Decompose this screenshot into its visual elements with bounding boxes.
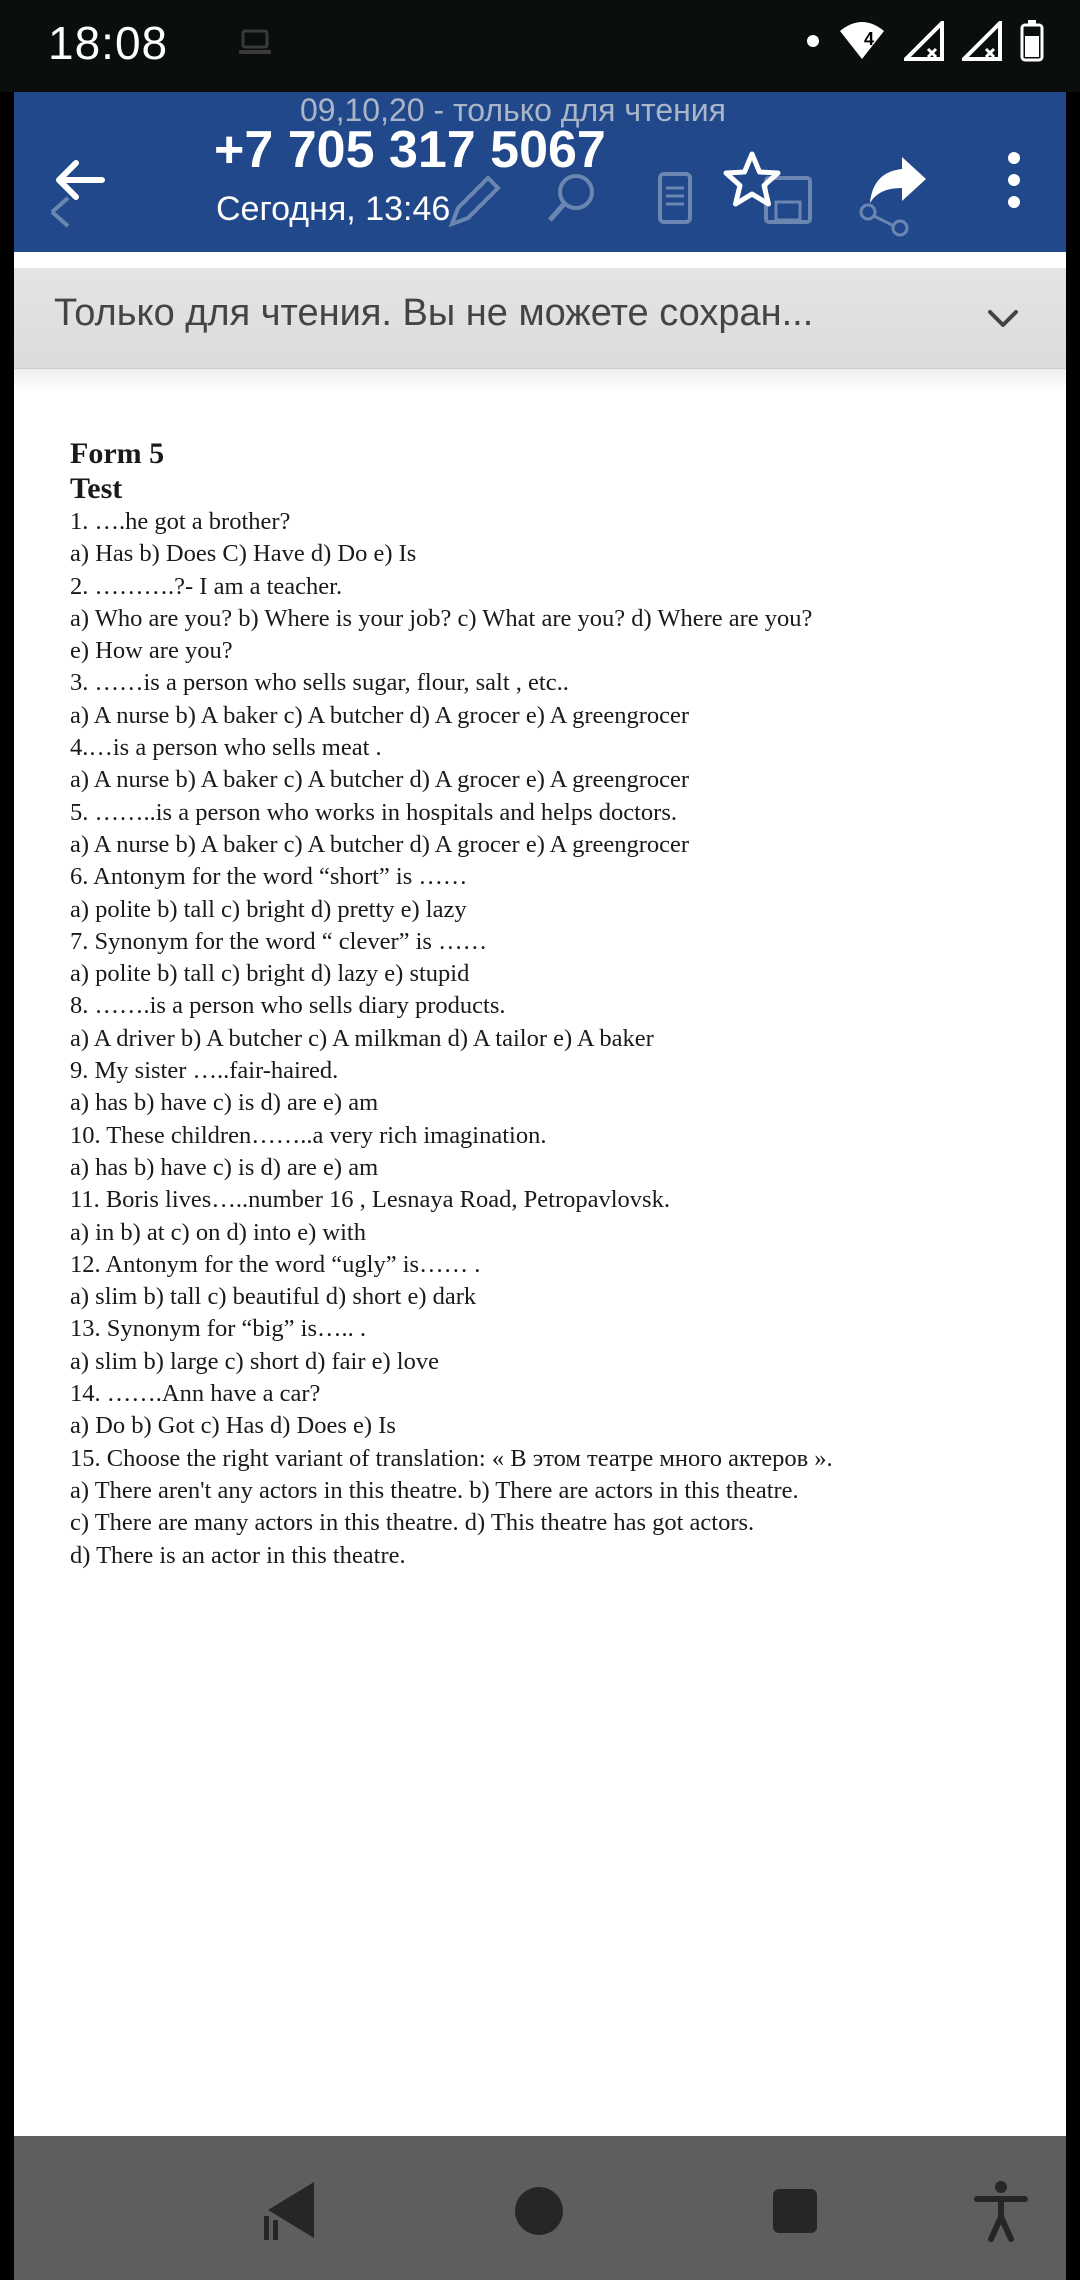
- document-line: 2. ……….?- I am a teacher.: [70, 572, 343, 600]
- document-line: d) There is an actor in this theatre.: [70, 1541, 406, 1569]
- back-triangle-icon: [254, 2176, 324, 2246]
- document-line: a) A nurse b) A baker c) A butcher d) A grocer e) A greengrocer: [70, 701, 690, 729]
- document-title: Form 5: [70, 437, 165, 470]
- document-line: 5. ……..is a person who works in hospitals and helps doctors.: [70, 798, 677, 826]
- nav-back-button[interactable]: [244, 2166, 334, 2256]
- toolbar: [14, 92, 1066, 252]
- star-button[interactable]: [714, 142, 790, 218]
- battery-icon: [1020, 20, 1044, 62]
- sender-phone: +7 705 317 5067: [214, 121, 606, 179]
- laptop-icon: [238, 28, 272, 62]
- document-body: [70, 506, 1030, 1572]
- ghost-document-title: 09,10,20 - только для чтения: [300, 92, 726, 128]
- document-line: a) in b) at c) on d) into e) with: [70, 1218, 366, 1246]
- status-icons: [806, 20, 1044, 62]
- readonly-banner[interactable]: [14, 268, 1066, 369]
- ghost-reader-icon: [654, 170, 698, 234]
- document-line: 13. Synonym for “big” is….. .: [70, 1315, 367, 1343]
- signal-icon: [904, 21, 944, 61]
- navigation-bar: [14, 2136, 1066, 2280]
- wifi-badge: 4: [864, 29, 875, 49]
- document-line: a) Do b) Got c) Has d) Does e) Is: [70, 1412, 396, 1440]
- document-line: a) Has b) Does C) Have d) Do e) Is: [70, 540, 417, 568]
- document-line: 1. ….he got a brother?: [70, 508, 291, 535]
- document-line: 10. These children……..a very rich imagination.: [70, 1121, 547, 1149]
- chevron-down-icon: [986, 308, 1020, 330]
- status-bar: [0, 0, 1080, 92]
- arrow-left-icon: [50, 155, 110, 205]
- document-line: a) Who are you? b) Where is your job? c) What are you? d) Where are you?: [70, 604, 813, 632]
- accessibility-icon: [971, 2179, 1031, 2243]
- accessibility-button[interactable]: [956, 2166, 1046, 2256]
- more-vertical-icon: [1004, 150, 1024, 210]
- wifi-icon: [838, 21, 886, 61]
- document-subtitle: Test: [70, 472, 123, 505]
- document-line: a) has b) have c) is d) are e) am: [70, 1153, 379, 1181]
- document-line: a) slim b) large c) short d) fair e) love: [70, 1347, 439, 1375]
- nav-home-button[interactable]: [494, 2166, 584, 2256]
- document-line: a) A nurse b) A baker c) A butcher d) A grocer e) A greengrocer: [70, 766, 690, 794]
- home-circle-icon: [509, 2181, 569, 2241]
- forward-arrow-icon: [866, 153, 930, 207]
- document-line: 11. Boris lives…..number 16 , Lesnaya Road, Petropavlovsk.: [70, 1186, 670, 1214]
- document-line: 6. Antonym for the word “short” is ……: [70, 863, 468, 891]
- back-button[interactable]: [44, 144, 116, 216]
- message-date: Сегодня, 13:46: [216, 190, 451, 228]
- document-line: a) A nurse b) A baker c) A butcher d) A grocer e) A greengrocer: [70, 830, 690, 858]
- document-line: a) has b) have c) is d) are e) am: [70, 1089, 379, 1117]
- document-line: a) A driver b) A butcher c) A milkman d) A tailor e) A baker: [70, 1024, 654, 1052]
- app-window: [14, 92, 1066, 2138]
- more-options-button[interactable]: [976, 142, 1052, 218]
- dot-icon: [806, 34, 820, 48]
- banner-shadow: [14, 369, 1066, 391]
- document-page: [70, 436, 1030, 1572]
- document-line: c) There are many actors in this theatre. d) This theatre has got actors.: [70, 1509, 755, 1537]
- document-line: a) slim b) tall c) beautiful d) short e) dark: [70, 1283, 477, 1311]
- document-line: a) polite b) tall c) bright d) pretty e) lazy: [70, 895, 467, 923]
- document-line: 3. ……is a person who sells sugar, flour, salt , etc..: [70, 669, 569, 697]
- nav-recents-button[interactable]: [750, 2166, 840, 2256]
- document-line: 4.…is a person who sells meat .: [70, 734, 382, 762]
- document-line: 9. My sister …..fair-haired.: [70, 1057, 339, 1085]
- readonly-message: Только для чтения. Вы не можете сохран...: [54, 292, 814, 334]
- forward-button[interactable]: [860, 142, 936, 218]
- document-line: 12. Antonym for the word “ugly” is…… .: [70, 1250, 481, 1278]
- signal-icon: [962, 21, 1002, 61]
- document-line: 14. …….Ann have a car?: [70, 1380, 321, 1408]
- document-line: e) How are you?: [70, 637, 233, 665]
- document-line: 8. …….is a person who sells diary products.: [70, 992, 506, 1020]
- document-line: 7. Synonym for the word “ clever” is ……: [70, 927, 488, 955]
- star-icon: [721, 150, 783, 210]
- ghost-pen-icon: [444, 172, 504, 236]
- document-line: a) There aren't any actors in this theatre. b) There are actors in this theatre.: [70, 1476, 799, 1504]
- document-line: 15. Choose the right variant of translation: « В этом театре много актеров ».: [70, 1444, 833, 1472]
- status-time: 18:08: [48, 17, 169, 69]
- expand-banner-button[interactable]: [978, 294, 1028, 344]
- document-line: a) polite b) tall c) bright d) lazy e) stupid: [70, 960, 470, 988]
- recents-square-icon: [765, 2181, 825, 2241]
